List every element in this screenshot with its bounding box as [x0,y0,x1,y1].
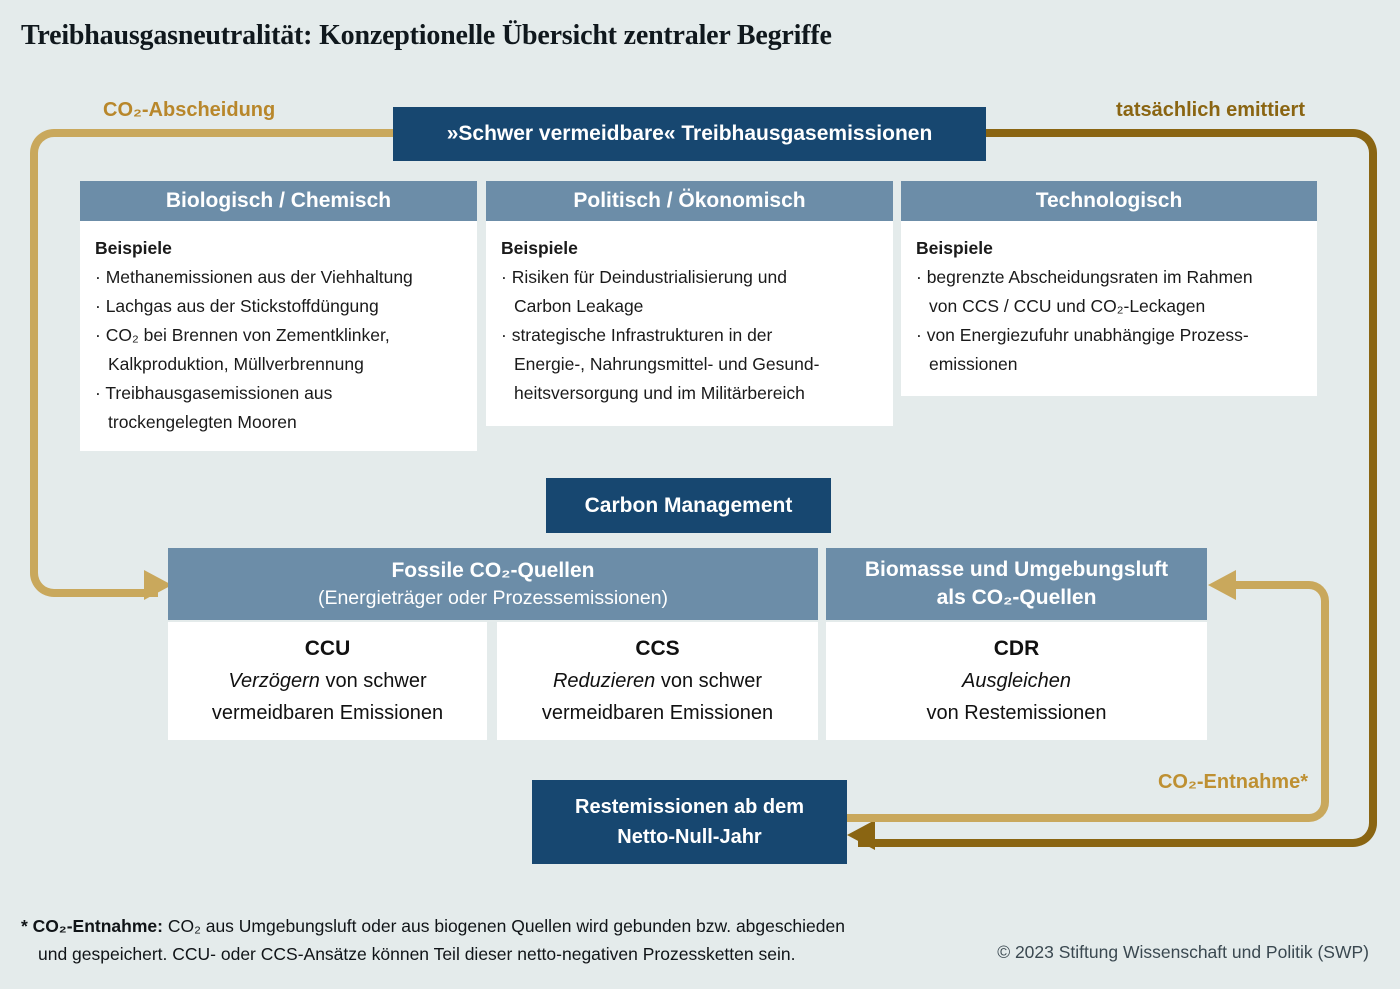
page-title: Treibhausgasneutralität: Konzeptionelle Übersicht zentraler Begriffe [21,20,832,51]
residual-emissions-line1: Restemissionen ab dem [575,796,804,818]
examples-label: Beispiele [501,238,578,258]
example-list [916,263,1303,379]
actually-emitted-label: tatsächlich emittiert [1116,99,1305,121]
biomass-header-line1: Biomasse und Umgebungsluft [864,558,1169,581]
fossil-co2-sources-title: Fossile CO₂-Quellen [391,559,595,582]
column-political-economic [486,181,893,426]
column-header-political-economic: Politisch / Ökonomisch [486,181,893,221]
ccs-verb: Reduzieren [552,670,656,692]
example-line: · Treibhausgasemissionen aus [95,383,333,403]
footnote [21,912,845,968]
residual-emissions-box [532,780,847,864]
column-technological [901,181,1317,396]
ccu-verb: Verzögern [228,670,320,692]
ccu-description-line2: vermeidbaren Emissionen [211,702,444,724]
footnote-term: * CO₂-Entnahme: [21,916,163,936]
copyright-notice: © 2023 Stiftung Wissenschaft und Politik (SWP) [997,942,1369,962]
example-list [501,263,879,408]
co2-capture-label: CO₂-Abscheidung [103,99,276,121]
column-body-biological-chemical [80,221,477,451]
ccu-rest: von schwer [319,670,427,692]
cdr-description-line2: von Restemissionen [926,702,1107,724]
example-line: heitsversorgung und im Militärbereich [514,383,805,403]
co2-removal-label: CO₂-Entnahme* [1157,771,1308,793]
hard-to-avoid-emissions-box: »Schwer vermeidbare« Treibhausgasemissionen [393,107,986,161]
footnote-line2: und gespeichert. CCU- oder CCS-Ansätze können Teil dieser netto-negativen Prozessketten sein. [38,944,796,964]
ccs-description-line1 [553,665,762,697]
fossil-co2-sources-subtitle: (Energieträger oder Prozessemissionen) [317,587,669,609]
biomass-header-line2: als CO₂-Quellen [936,586,1097,609]
ccu-description-line1 [228,665,426,697]
example-line: · CO₂ bei Brennen von Zementklinker, [95,325,390,345]
example-line: Energie-, Nahrungsmittel- und Gesund- [514,354,820,374]
fossil-co2-sources-header [168,548,818,620]
ccs-abbr: CCS [635,637,680,660]
ccs-box [497,622,818,740]
cdr-verb: Ausgleichen [962,670,1071,692]
ccu-box [168,622,487,740]
ccs-description-line2: vermeidbaren Emissionen [541,702,774,724]
footnote-line1-rest: CO₂ aus Umgebungsluft oder aus biogenen Quellen wird gebunden bzw. abgeschieden [162,916,845,936]
example-line: · von Energiezufuhr unabhängige Prozess- [916,325,1249,345]
examples-label: Beispiele [95,238,172,258]
example-line: emissionen [929,354,1018,374]
example-line: · begrenzte Abscheidungsraten im Rahmen [916,267,1253,287]
cdr-box [826,622,1207,740]
footnote-line1 [21,912,845,940]
examples-label: Beispiele [916,238,993,258]
ccu-abbr: CCU [304,637,351,660]
example-list [95,263,463,437]
carbon-management-box: Carbon Management [546,478,831,533]
example-line: trockengelegten Mooren [108,412,297,432]
example-line: Carbon Leakage [514,296,644,316]
biomass-ambient-air-header [826,548,1207,620]
residual-emissions-line2: Netto-Null-Jahr [617,826,762,848]
column-body-technological [901,221,1317,396]
column-biological-chemical [80,181,477,451]
example-line: · strategische Infrastrukturen in der [501,325,773,345]
column-body-political-economic [486,221,893,426]
cdr-abbr: CDR [993,637,1040,660]
example-line: · Lachgas aus der Stickstoffdüngung [95,296,379,316]
column-header-biological-chemical: Biologisch / Chemisch [80,181,477,221]
column-header-technological: Technologisch [901,181,1317,221]
co2-removal-arrowhead-icon [1208,570,1236,600]
emitted-arrowhead-icon [847,820,875,850]
example-line: von CCS / CCU und CO₂-Leckagen [929,296,1206,316]
example-line: · Risiken für Deindustrialisierung und [501,267,787,287]
ccs-rest: von schwer [655,670,762,692]
example-line: Kalkproduktion, Müllverbrennung [108,354,364,374]
example-line: · Methanemissionen aus der Viehhaltung [95,267,413,287]
